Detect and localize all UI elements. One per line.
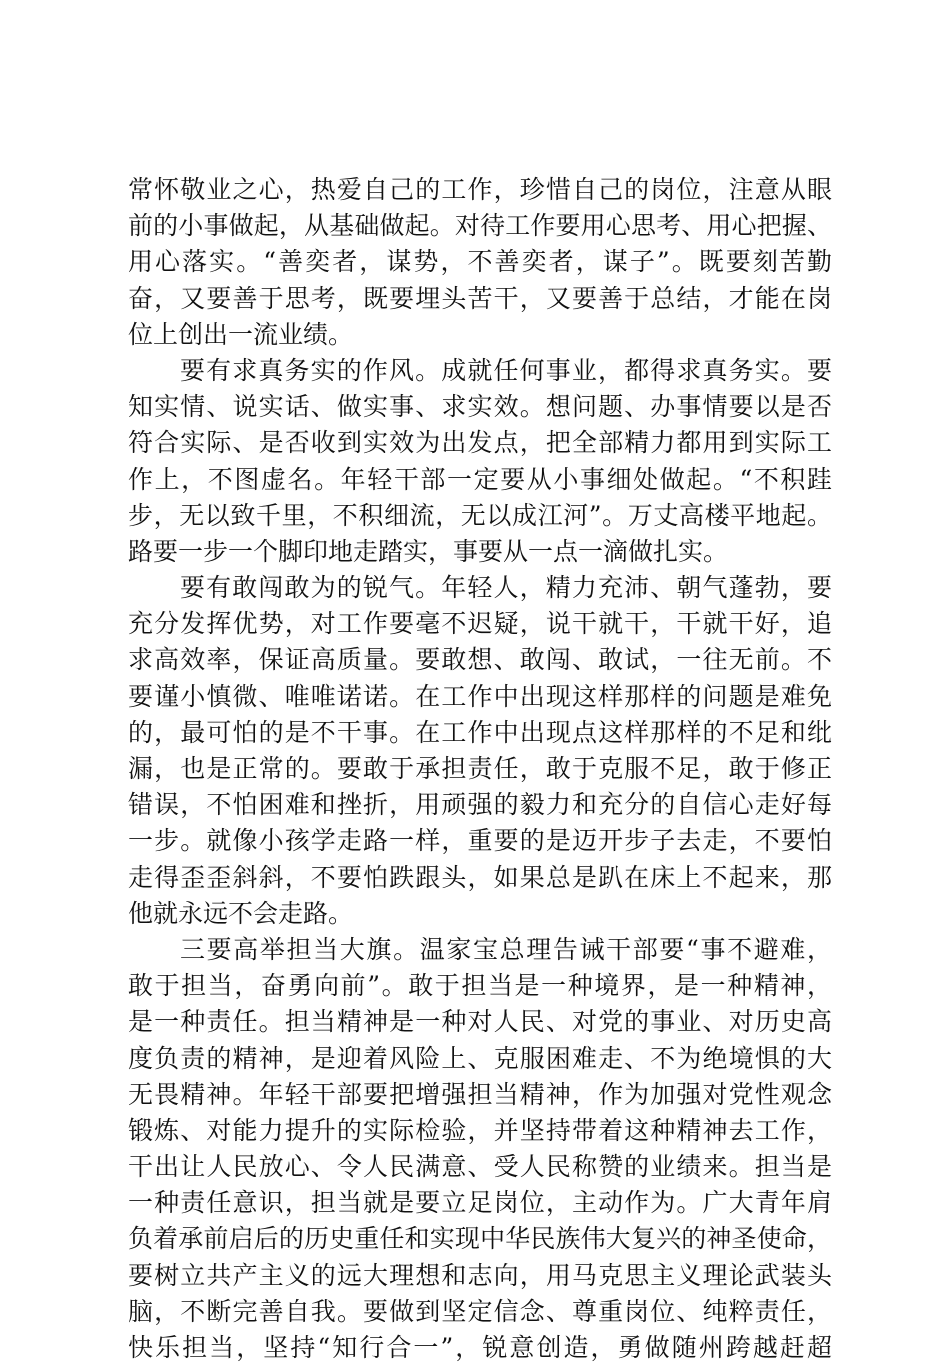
text-line: 要有敢闯敢为的锐气。年轻人，精力充沛、朝气蓬勃，要: [180, 573, 832, 603]
text-line: 错误，不怕困难和挫折，用顽强的毅力和充分的自信心走好每: [128, 790, 832, 820]
text-line: 无畏精神。年轻干部要把增强担当精神，作为加强对党性观念: [128, 1079, 832, 1109]
text-line: 奋，又要善于思考，既要埋头苦干，又要善于总结，才能在岗: [128, 283, 832, 313]
text-line: 锻炼、对能力提升的实际检验，并坚持带着这种精神去工作，: [128, 1115, 832, 1145]
text-line: 的，最可怕的是不干事。在工作中出现点这样那样的不足和纰: [128, 717, 832, 747]
text-line: 常怀敬业之心，热爱自己的工作，珍惜自己的岗位，注意从眼: [128, 175, 832, 204]
text-line: 脑，不断完善自我。要做到坚定信念、尊重岗位、纯粹责任，: [128, 1296, 832, 1326]
text-line: 作上，不图虚名。年轻干部一定要从小事细处做起。“不积跬: [128, 464, 832, 494]
paragraph-1: [128, 172, 832, 353]
text-line: 他就永远不会走路。: [128, 898, 354, 928]
text-line: 前的小事做起，从基础做起。对待工作要用心思考、用心把握、: [128, 211, 832, 241]
text-line: 度负责的精神，是迎着风险上、克服困难走、不为绝境惧的大: [128, 1043, 832, 1073]
text-line: 用心落实。“善奕者，谋势，不善奕者，谋子”。既要刻苦勤: [128, 247, 832, 277]
text-line: 充分发挥优势，对工作要毫不迟疑，说干就干，干就干好，追: [128, 609, 832, 639]
text-line: 步，无以致千里，不积细流，无以成江河”。万丈高楼平地起。: [128, 500, 832, 530]
text-line: 干出让人民放心、令人民满意、受人民称赞的业绩来。担当是: [128, 1152, 832, 1182]
text-line: 要有求真务实的作风。成就任何事业，都得求真务实。要: [180, 355, 832, 385]
text-line: 位上创出一流业绩。: [128, 319, 354, 349]
text-line: 路要一步一个脚印地走踏实，事要从一点一滴做扎实。: [128, 536, 729, 566]
text-line: 负着承前启后的历史重任和实现中华民族伟大复兴的神圣使命，: [128, 1224, 832, 1254]
text-line: 三要高举担当大旗。温家宝总理告诫干部要“事不避难，: [180, 934, 832, 964]
text-line: 快乐担当，坚持“知行合一”，锐意创造，勇做随州跨越赶超: [128, 1333, 832, 1362]
paragraph-3: [128, 570, 832, 932]
text-line: 符合实际、是否收到实效为出发点，把全部精力都用到实际工: [128, 428, 832, 458]
text-line: 要树立共产主义的远大理想和志向，用马克思主义理论武装头: [128, 1260, 832, 1290]
text-line: 走得歪歪斜斜，不要怕跌跟头，如果总是趴在床上不起来，那: [128, 862, 832, 892]
text-line: 一步。就像小孩学走路一样，重要的是迈开步子去走，不要怕: [128, 826, 832, 856]
text-line: 一种责任意识，担当就是要立足岗位，主动作为。广大青年肩: [128, 1188, 832, 1218]
text-line: 敢于担当，奋勇向前”。敢于担当是一种境界，是一种精神，: [128, 971, 832, 1001]
paragraph-4: [128, 932, 832, 1366]
text-line: 漏，也是正常的。要敢于承担责任，敢于克服不足，敢于修正: [128, 754, 832, 783]
document-body: [128, 172, 832, 1366]
paragraph-2: [128, 353, 832, 570]
text-line: 要谨小慎微、唯唯诺诺。在工作中出现这样那样的问题是难免: [128, 681, 832, 711]
text-line: 求高效率，保证高质量。要敢想、敢闯、敢试，一往无前。不: [128, 645, 832, 675]
text-line: 是一种责任。担当精神是一种对人民、对党的事业、对历史高: [128, 1007, 832, 1037]
text-line: 知实情、说实话、做实事、求实效。想问题、办事情要以是否: [128, 392, 832, 422]
